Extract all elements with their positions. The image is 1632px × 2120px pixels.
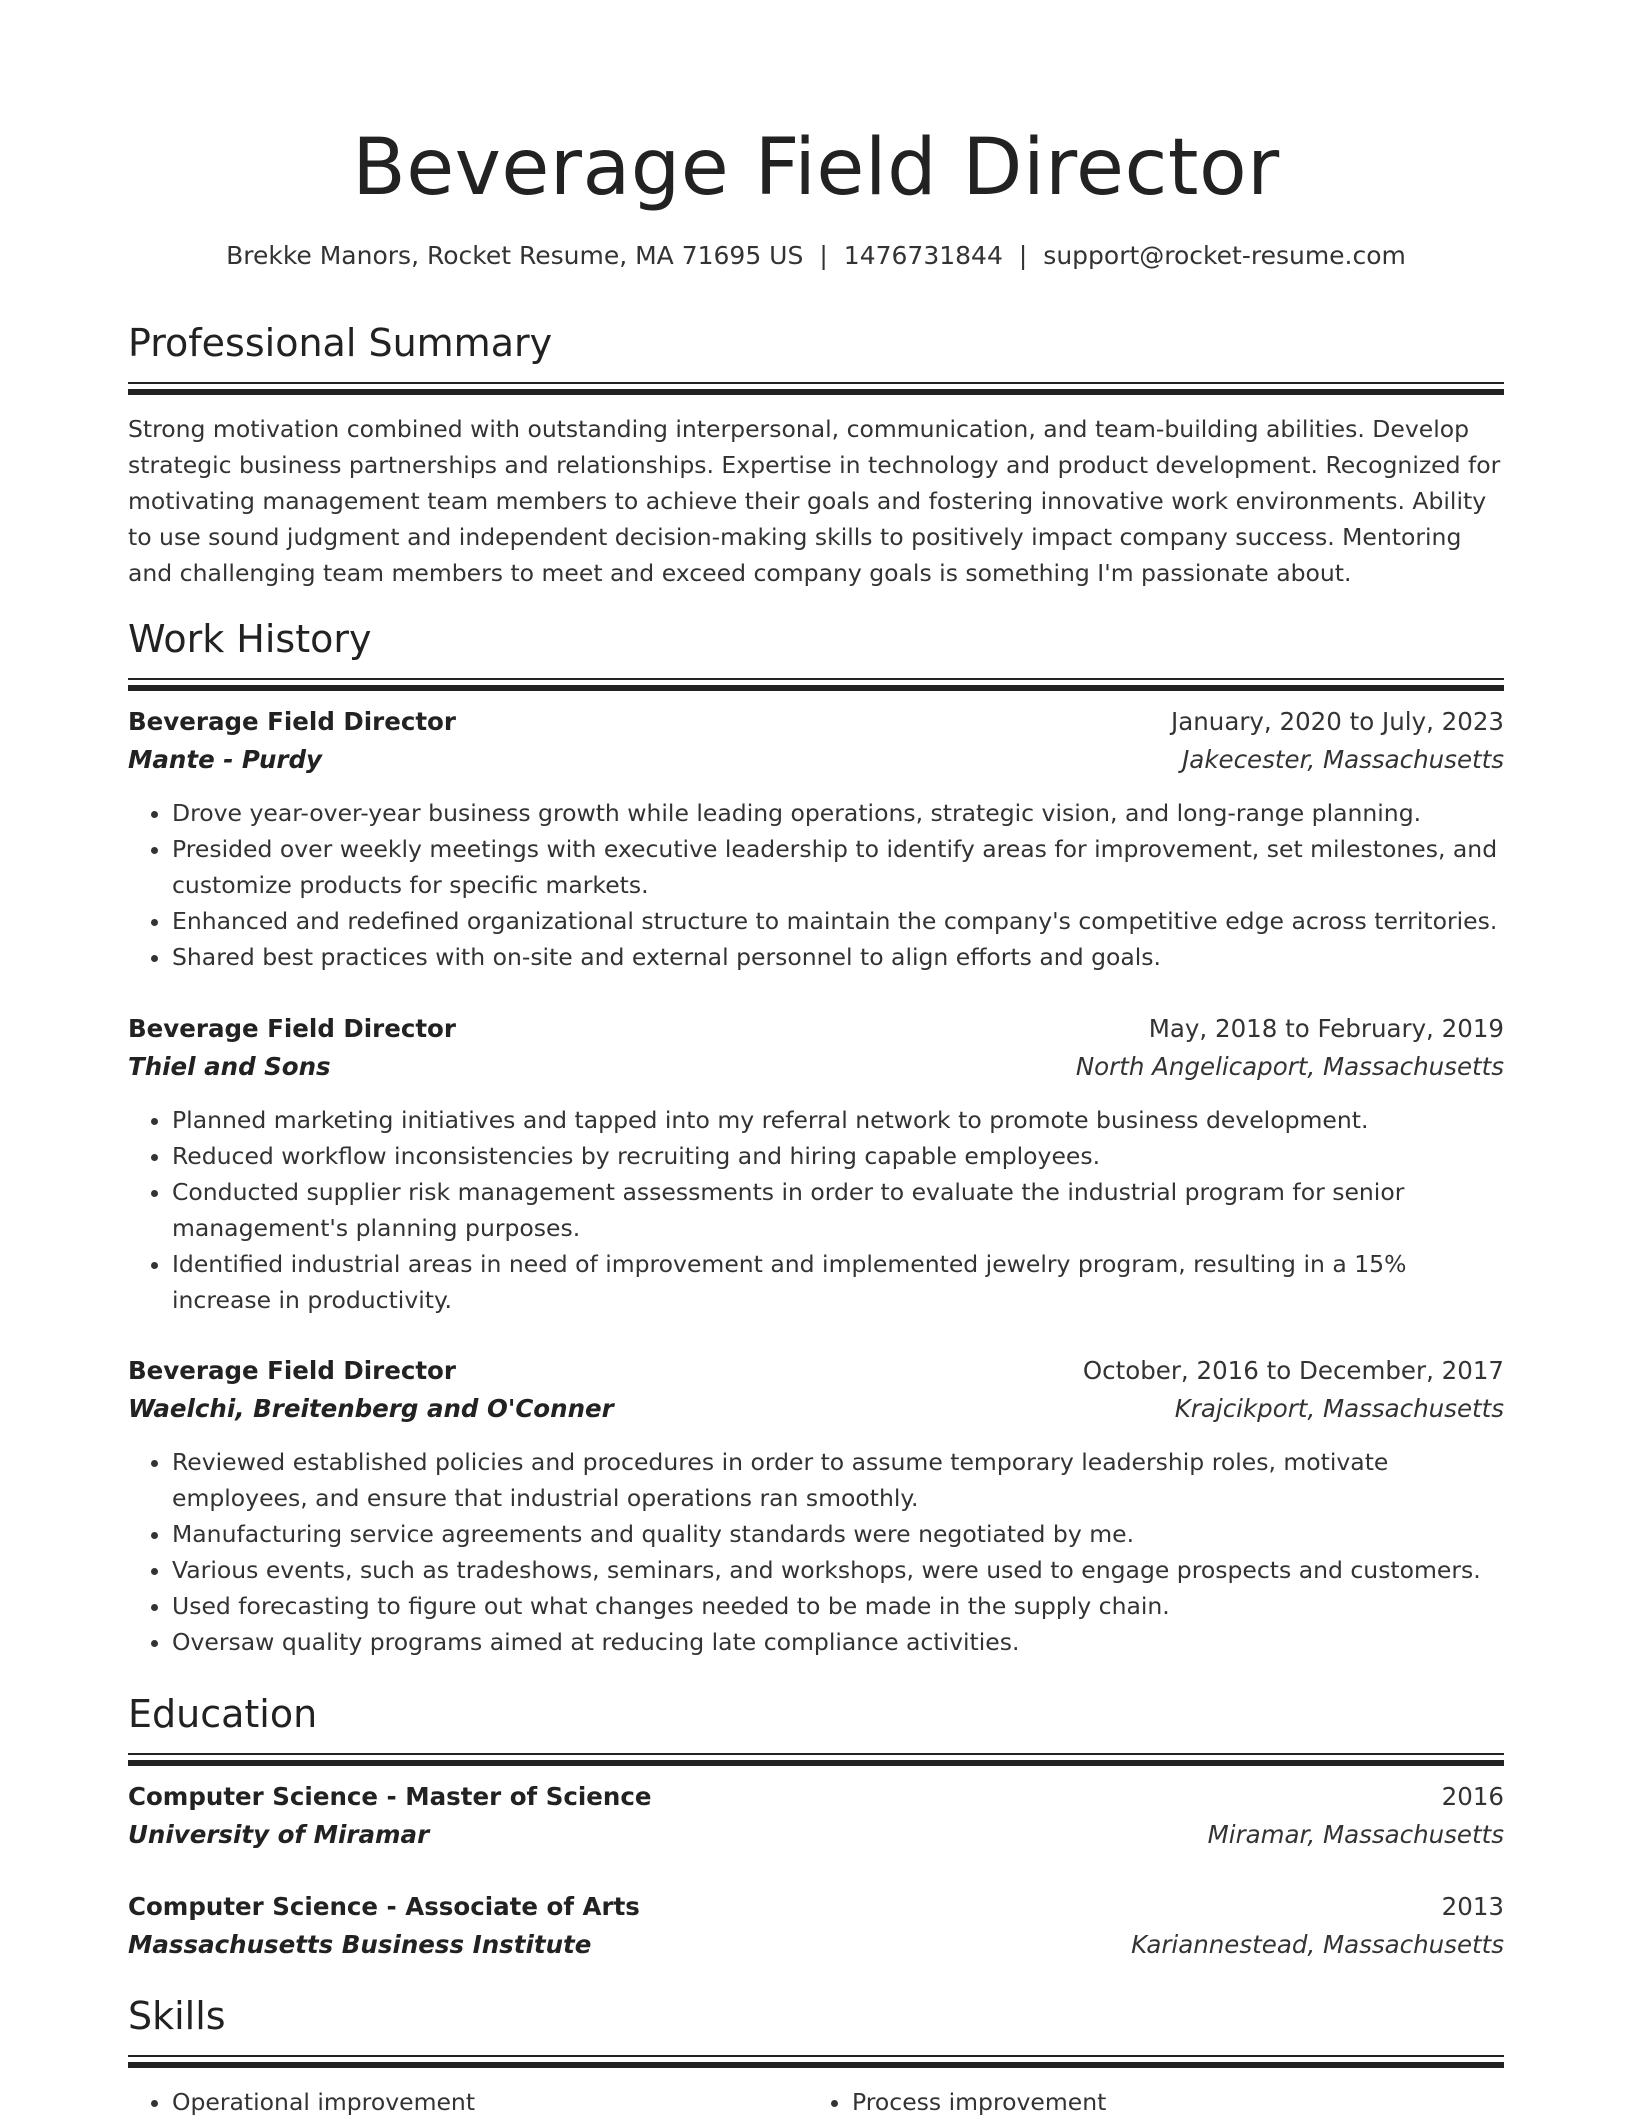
contact-separator: | [819, 241, 828, 270]
job-entry [128, 1010, 1504, 1318]
skill-item: • Operational improvement [172, 2084, 808, 2120]
list-item: • Presided over weekly meetings with executive leadership to identify areas for improvement, set milestones, and customize products for specific markets. [172, 831, 1504, 903]
graduation-year: 2013 [1441, 1892, 1504, 1921]
section-divider [128, 382, 1504, 384]
section-divider [128, 2062, 1504, 2068]
work-history-section [128, 614, 1504, 691]
education-section [128, 1689, 1504, 1766]
section-divider [128, 2055, 1504, 2057]
company-name: Waelchi, Breitenberg and O'Conner [128, 1394, 614, 1423]
contact-line [128, 238, 1504, 274]
list-item: • Reduced workflow inconsistencies by recruiting and hiring capable employees. [172, 1138, 1504, 1174]
job-location: North Angelicaport, Massachusetts [1075, 1052, 1504, 1081]
summary-text: Strong motivation combined with outstanding interpersonal, communication, and team-building abilities. Develop strategic business partnerships and relationships. Expertise in technology and product development. Recognized for motivating management team members to achieve their goals and fostering innovative work environments. Ability to use sound judgment and independent decision-making skills to positively impact company success. Mentoring and challenging team members to meet and exceed company goals is something I'm passionate about. [128, 415, 1501, 587]
skills-section [128, 1991, 1504, 2120]
education-entry [128, 1778, 1504, 1854]
list-item: • Various events, such as tradeshows, seminars, and workshops, were used to engage prospects and customers. [172, 1552, 1504, 1588]
skill-item: • Process improvement [852, 2084, 1488, 2120]
section-divider [128, 685, 1504, 691]
section-title: Professional Summary [128, 321, 553, 365]
school-location: Miramar, Massachusetts [1207, 1820, 1504, 1849]
contact-phone: 1476731844 [843, 241, 1003, 270]
contact-address: Brekke Manors, Rocket Resume, MA 71695 US [226, 241, 804, 270]
list-item: • Oversaw quality programs aimed at reducing late compliance activities. [172, 1624, 1504, 1660]
list-item: • Enhanced and redefined organizational structure to maintain the company's competitive edge across territories. [172, 903, 1504, 939]
job-dates: January, 2020 to July, 2023 [1171, 707, 1504, 736]
list-item: • Identified industrial areas in need of improvement and implemented jewelry program, resulting in a 15% increase in productivity. [172, 1246, 1504, 1318]
degree-name: Computer Science - Associate of Arts [128, 1892, 640, 1921]
contact-separator: | [1018, 241, 1028, 270]
list-item: • Conducted supplier risk management assessments in order to evaluate the industrial program for senior management's planning purposes. [172, 1174, 1504, 1246]
list-item: • Manufacturing service agreements and quality standards were negotiated by me. [172, 1516, 1504, 1552]
contact-email: support@rocket-resume.com [1043, 241, 1406, 270]
job-bullets [128, 795, 1504, 975]
company-name: Thiel and Sons [128, 1052, 331, 1081]
summary-section [128, 318, 1504, 591]
job-location: Krajcikport, Massachusetts [1174, 1394, 1504, 1423]
job-bullets [128, 1444, 1504, 1660]
job-location: Jakecester, Massachusetts [1182, 745, 1504, 774]
section-divider [128, 389, 1504, 395]
skills-grid [128, 2084, 1504, 2120]
job-entry [128, 1352, 1504, 1660]
degree-name: Computer Science - Master of Science [128, 1782, 652, 1811]
job-title: Beverage Field Director [128, 707, 456, 736]
job-entry [128, 703, 1504, 975]
job-dates: October, 2016 to December, 2017 [1082, 1356, 1504, 1385]
list-item: • Reviewed established policies and procedures in order to assume temporary leadership roles, motivate employees, and ensure that industrial operations ran smoothly. [172, 1444, 1504, 1516]
job-dates: May, 2018 to February, 2019 [1148, 1014, 1504, 1043]
list-item: • Used forecasting to figure out what changes needed to be made in the supply chain. [172, 1588, 1504, 1624]
school-name: University of Miramar [128, 1820, 430, 1849]
page-title: Beverage Field Director [352, 123, 1280, 213]
section-title: Work History [128, 617, 372, 661]
section-divider [128, 1753, 1504, 1755]
section-title: Education [128, 1692, 318, 1736]
skills-column-left [128, 2084, 808, 2120]
education-entry [128, 1888, 1504, 1964]
job-title: Beverage Field Director [128, 1356, 456, 1385]
section-title: Skills [128, 1994, 226, 2038]
company-name: Mante - Purdy [128, 745, 323, 774]
list-item: • Planned marketing initiatives and tapped into my referral network to promote business development. [172, 1102, 1504, 1138]
job-bullets [128, 1102, 1504, 1318]
job-title: Beverage Field Director [128, 1014, 456, 1043]
list-item: • Shared best practices with on-site and external personnel to align efforts and goals. [172, 939, 1504, 975]
skills-column-right [808, 2084, 1488, 2120]
list-item: • Drove year-over-year business growth while leading operations, strategic vision, and long-range planning. [172, 795, 1504, 831]
school-location: Kariannestead, Massachusetts [1131, 1930, 1504, 1959]
graduation-year: 2016 [1441, 1782, 1504, 1811]
school-name: Massachusetts Business Institute [128, 1930, 592, 1959]
section-divider [128, 1760, 1504, 1766]
section-divider [128, 678, 1504, 680]
